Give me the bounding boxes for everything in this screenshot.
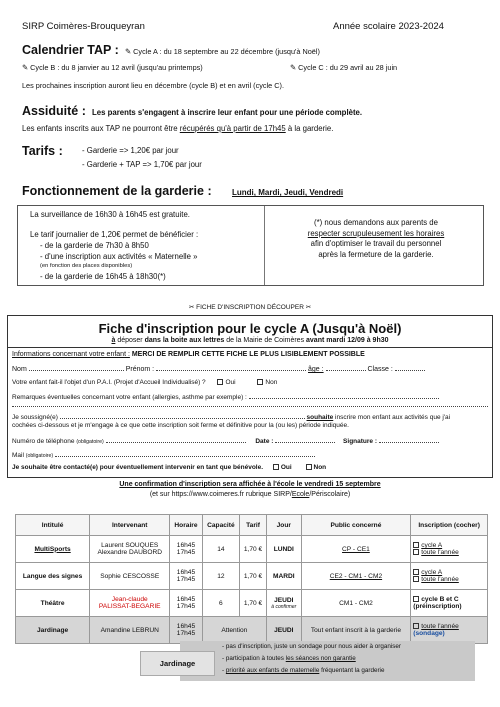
fiche-box xyxy=(7,315,493,478)
jardinage-info-box xyxy=(180,641,475,681)
row2-cycle-checkbox[interactable] xyxy=(413,569,419,575)
cell-intitule: Théâtre xyxy=(16,590,90,617)
row1-annee-checkbox[interactable] xyxy=(413,549,419,555)
tarif-line1: - Garderie => 1,20€ par jour xyxy=(82,146,179,155)
benevole-non-checkbox[interactable] xyxy=(306,464,312,470)
confirm-line2: (et sur https://www.coimeres.fr rubrique SIRP/Ecole/Périscolaire) xyxy=(149,491,351,498)
jardinage-l3: - priorité aux enfants de maternelle fréquentant la garderie xyxy=(222,667,385,674)
cell-inscription: cycle A toute l'année xyxy=(411,563,488,590)
garderie-free: La surveillance de 16h30 à 16h45 est gratuite. xyxy=(30,210,190,219)
cell-intitule: Langue des signes xyxy=(16,563,90,590)
tel-row: Numéro de téléphone (obligatoire) Date : Signature : xyxy=(12,436,439,447)
th-capacite: Capacité xyxy=(202,515,239,536)
confirm-line1: Une confirmation d'inscription sera affichée à l'école le vendredi 15 septembre xyxy=(119,481,381,488)
th-horaire: Horaire xyxy=(170,515,202,536)
cycle-a: ✎ Cycle A : du 18 septembre au 22 décembre (jusqu'à Noël) xyxy=(125,47,320,56)
nom-label: Nom xyxy=(12,366,27,373)
cell-intervenant: Amandine LEBRUN xyxy=(90,617,170,644)
tarif-line2: - Garderie + TAP => 1,70€ par jour xyxy=(82,160,202,169)
soussigne-field[interactable] xyxy=(60,412,305,419)
cell-intitule: Jardinage xyxy=(16,617,90,644)
cycle-icon: ✎ xyxy=(22,63,31,72)
fiche-sub: à déposer dans la boite aux lettres de la Mairie de Coimères avant mardi 12/09 à 9h30 xyxy=(111,337,389,344)
garderie-item1: - de la garderie de 7h30 à 8h50 xyxy=(40,241,149,250)
soussigne-row: Je soussigné(e) souhaite inscrire mon enfant aux activités que j'ai xyxy=(12,414,451,421)
cell-public: CP - CE1 xyxy=(301,536,411,563)
table-row xyxy=(16,536,488,563)
cell-capacite: 14 xyxy=(202,536,239,563)
mail-row: Mail (obligatoire) xyxy=(12,450,315,461)
row3-cycle-checkbox[interactable] xyxy=(413,596,419,602)
cell-horaire: 16h45 17h45 xyxy=(170,536,202,563)
header-left: SIRP Coimères-Brouqueyran xyxy=(22,21,145,32)
cell-capacite: 6 xyxy=(202,590,239,617)
cell-inscription: cycle B et C (préinscription) xyxy=(411,590,488,617)
garderie-box xyxy=(17,205,484,286)
date-field[interactable] xyxy=(275,436,335,443)
row1-cycle-checkbox[interactable] xyxy=(413,542,419,548)
jardinage-label: Jardinage xyxy=(140,651,215,676)
table-row xyxy=(16,563,488,590)
th-intervenant: Intervenant xyxy=(90,515,170,536)
prenom-field[interactable] xyxy=(156,364,306,371)
cell-tarif: 1,70 € xyxy=(240,563,267,590)
th-intitule: Intitulé xyxy=(16,515,90,536)
pai-non-checkbox[interactable] xyxy=(257,379,263,385)
table-row xyxy=(16,590,488,617)
assiduite-bold: Les parents s'engagent à inscrire leur enfant pour une période complète. xyxy=(92,108,363,117)
garderie-item3: - de la garderie de 16h45 à 18h30(*) xyxy=(40,272,166,281)
garderie-tarif-intro: Le tarif journalier de 1,20€ permet de bénéficier : xyxy=(30,230,199,239)
cycle-icon: ✎ xyxy=(125,47,134,56)
classe-label: Classe : xyxy=(367,366,393,373)
cell-capacite: 12 xyxy=(202,563,239,590)
nom-field[interactable] xyxy=(29,364,124,371)
cell-intervenant: Sophie CESCOSSE xyxy=(90,563,170,590)
cell-tarif: 1,70 € xyxy=(240,590,267,617)
cycle-icon: ✎ xyxy=(290,63,299,72)
cell-intitule: MultiSports xyxy=(16,536,90,563)
cell-horaire: 16h45 17h45 xyxy=(170,590,202,617)
cycle-c: ✎ Cycle C : du 29 avril au 28 juin xyxy=(290,63,398,72)
cell-inscription: cycle A toute l'année xyxy=(411,536,488,563)
calendrier-note: Les prochaines inscription auront lieu en décembre (cycle B) et en avril (cycle C). xyxy=(22,81,284,90)
activities-table xyxy=(15,514,488,644)
header-right: Année scolaire 2023-2024 xyxy=(333,21,444,32)
cell-public: CE2 - CM1 - CM2 xyxy=(301,563,411,590)
pai-oui-checkbox[interactable] xyxy=(217,379,223,385)
cut-line: ✂ FICHE D'INSCRIPTION DÉCOUPER ✂ xyxy=(188,304,312,311)
age-field[interactable] xyxy=(326,364,366,371)
garderie-days: Lundi, Mardi, Jeudi, Vendredi xyxy=(232,188,344,197)
cell-jour: JEUDI xyxy=(267,617,302,644)
prenom-label: Prénom : xyxy=(125,366,155,373)
garderie-right: (*) nous demandons aux parents de respecter scrupuleusement les horaires afin d'optimiser le travail du personnel après la fermeture de la garderie. xyxy=(307,218,445,259)
th-tarif: Tarif xyxy=(240,515,267,536)
pai-row: Votre enfant fait-il l'objet d'un P.A.I. (Projet d'Accueil Individualisé) ? Oui Non xyxy=(12,379,278,386)
cell-public: Tout enfant inscrit à la garderie xyxy=(301,617,411,644)
jardinage-l1: - pas d'inscription, juste un sondage pour nous aider à organiser xyxy=(222,643,402,650)
table-row xyxy=(16,617,488,644)
assiduite-line: Les enfants inscrits aux TAP ne pourront être récupérés qu'à partir de 17h45 à la garderie. xyxy=(22,124,334,133)
mail-field[interactable] xyxy=(55,450,315,457)
cell-horaire: 16h45 17h45 xyxy=(170,617,202,644)
fiche-title: Fiche d'inscription pour le cycle A (Jusqu'à Noël) xyxy=(98,321,402,336)
jardinage-l2: - participation à toutes les séances non garantie xyxy=(222,655,356,662)
cell-intervenant: Jean-claude PALISSAT-BEGARIE xyxy=(90,590,170,617)
cell-jour: MARDI xyxy=(267,563,302,590)
remarques-row: Remarques éventuelles concernant votre enfant (allergies, asthme par exemple) : xyxy=(12,392,439,403)
age-label: âge : xyxy=(308,366,324,373)
benevole-row: Je souhaite être contacté(e) pour éventuellement intervenir en tant que bénévole. Oui Non xyxy=(12,464,327,471)
calendrier-title: Calendrier TAP : xyxy=(22,43,119,57)
signature-field[interactable] xyxy=(379,436,439,443)
cell-horaire: 16h45 17h45 xyxy=(170,563,202,590)
table-header-row xyxy=(16,515,488,536)
th-public: Public concerné xyxy=(301,515,411,536)
remarques-field[interactable] xyxy=(249,392,439,399)
tel-field[interactable] xyxy=(106,436,246,443)
garderie-title: Fonctionnement de la garderie : xyxy=(22,184,212,198)
cell-tarif: 1,70 € xyxy=(240,536,267,563)
cell-intervenant: Laurent SOUQUES Alexandre DAUBORD xyxy=(90,536,170,563)
remarques-field-2[interactable] xyxy=(12,406,488,407)
cycle-b: ✎ Cycle B : du 8 janvier au 12 avril (jusqu'au printemps) xyxy=(22,63,203,72)
row4-annee-checkbox[interactable] xyxy=(413,623,419,629)
cell-jour: JEUDI à confirmer xyxy=(267,590,302,617)
classe-field[interactable] xyxy=(395,364,425,371)
row2-annee-checkbox[interactable] xyxy=(413,576,419,582)
info-line: Informations concernant votre enfant : MERCI DE REMPLIR CETTE FICHE LE PLUS LISIBLEMENT POSSIBLE xyxy=(12,351,365,358)
th-jour: Jour xyxy=(267,515,302,536)
cochees-line: cochées ci-dessous et je m'engage à ce que cette inscription soit ferme et définitive pour la (ou les) période indiquée. xyxy=(12,422,349,429)
cell-jour: LUNDI xyxy=(267,536,302,563)
th-inscription: Inscription (cocher) xyxy=(411,515,488,536)
benevole-oui-checkbox[interactable] xyxy=(273,464,279,470)
tarifs-title: Tarifs : xyxy=(22,144,63,158)
cell-attention: Attention xyxy=(202,617,266,644)
cell-public: CM1 - CM2 xyxy=(301,590,411,617)
cell-inscription: toute l'année (sondage) xyxy=(411,617,488,644)
garderie-item2: - d'une inscription aux activités « Maternelle » xyxy=(40,252,198,261)
garderie-item2-note: (en fonction des places disponibles) xyxy=(40,263,133,269)
nom-row xyxy=(12,364,425,374)
assiduite-title: Assiduité : xyxy=(22,104,86,118)
